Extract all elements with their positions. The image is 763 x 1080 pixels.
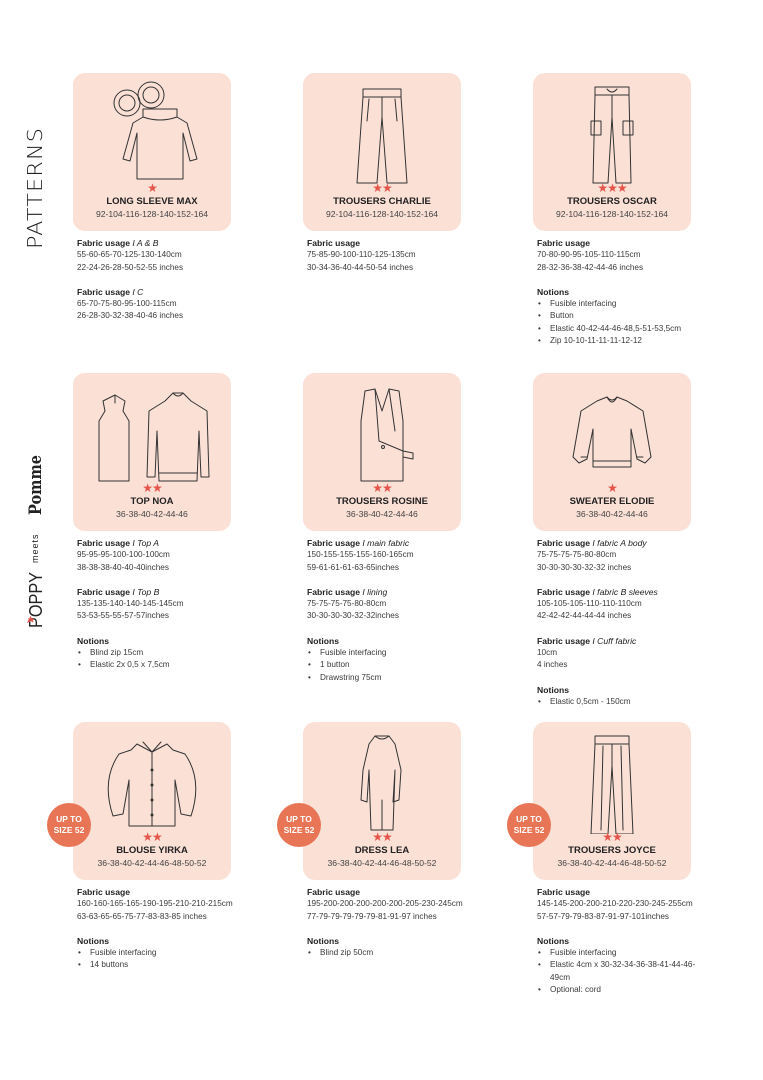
pattern-sizes: 92-104-116-128-140-152-164 [325, 209, 439, 219]
info-line: 22-24-26-28-50-52-55 inches [77, 262, 184, 272]
info-block [537, 537, 697, 574]
info-heading: Notions [77, 935, 109, 946]
pattern-card [73, 722, 231, 880]
info-heading: Fabric usage [537, 887, 591, 897]
info-block [77, 935, 237, 972]
info-block [307, 886, 467, 923]
info-heading-note: I lining [362, 586, 388, 597]
pattern-card [303, 722, 461, 880]
info-heading: Fabric usage I A & B [77, 238, 159, 248]
info-line: 28-32-36-38-42-44-46 inches [537, 262, 644, 272]
pattern-card [533, 722, 691, 880]
info-heading: Fabric usage I main fabric [307, 538, 410, 548]
pattern-info [537, 237, 697, 359]
pattern-info [537, 886, 697, 1008]
notion-item: • 1 button [320, 659, 467, 671]
notion-item: • Fusible interfacing [550, 298, 697, 310]
top-front-back-icon [73, 381, 231, 485]
difficulty-stars: ★★★ [597, 181, 627, 195]
notion-item: • Blind zip 50cm [320, 947, 467, 959]
info-line: 38-38-38-40-40-40inches [77, 562, 169, 572]
info-heading: Fabric usage I Top A [77, 538, 160, 548]
notion-item: • Fusible interfacing [550, 947, 697, 959]
info-line: 70-80-90-95-105-110-115cm [537, 250, 641, 260]
info-heading: Fabric usage I Top B [77, 586, 160, 597]
info-heading-note: I A & B [132, 238, 159, 248]
info-line: 135-135-140-140-145-145cm [77, 599, 184, 609]
notions-list [77, 647, 237, 672]
info-line: 4 inches [537, 660, 568, 670]
pattern-card [303, 73, 461, 231]
info-block [537, 586, 697, 623]
pattern-info [307, 237, 467, 286]
info-heading: Notions [537, 286, 569, 297]
sweater-icon [533, 381, 691, 485]
info-line: 59-61-61-61-63-65inches [307, 562, 399, 572]
pattern-name: BLOUSE YIRKA [116, 845, 188, 856]
notion-item: • Fusible interfacing [320, 647, 467, 659]
info-line: 53-53-55-55-57-57inches [77, 611, 169, 621]
info-line: 160-160-165-165-190-195-210-210-215cm [77, 899, 233, 909]
difficulty-stars: ★★ [372, 181, 392, 195]
info-line: 195-200-200-200-200-200-205-230-245cm [307, 899, 463, 909]
pattern-info [77, 237, 237, 335]
pattern-sizes: 36-38-40-42-44-46 [346, 509, 418, 519]
info-heading: Notions [537, 935, 569, 946]
pattern-info [307, 537, 467, 696]
info-line: 57-57-79-79-83-87-91-97-101inches [537, 911, 669, 921]
info-block [537, 237, 697, 274]
info-block [77, 537, 237, 574]
size-badge-line2: SIZE 52 [513, 825, 545, 835]
info-heading-note: I Cuff fabric [592, 635, 637, 646]
info-line: 95-95-95-100-100-100cm [77, 550, 170, 560]
pattern-info [537, 537, 697, 720]
pattern-name: TROUSERS CHARLIE [333, 196, 431, 207]
brand-pomme: Pomme [26, 450, 46, 515]
pattern-info [77, 537, 237, 684]
info-block [77, 635, 237, 672]
info-line: 105-105-105-110-110-110cm [537, 599, 642, 609]
notion-item: • Elastic 4cm x 30-32-34-36-38-41-44-46-49cm [550, 959, 697, 984]
info-line: 150-155-155-155-160-165cm [307, 550, 414, 560]
brand-logo [20, 450, 50, 630]
page-title-text: PATTERNS [23, 139, 47, 249]
info-block [307, 935, 467, 960]
info-heading: Fabric usage I C [77, 286, 144, 297]
info-heading-note: I main fabric [362, 538, 410, 548]
info-block [77, 286, 237, 323]
pattern-sizes: 36-38-40-42-44-46-48-50-52 [327, 858, 437, 868]
pattern-sizes: 92-104-116-128-140-152-164 [555, 209, 669, 219]
info-heading: Fabric usage [537, 238, 591, 248]
pattern-name: LONG SLEEVE MAX [106, 196, 198, 207]
notion-item: • Blind zip 15cm [90, 647, 237, 659]
info-block [77, 586, 237, 623]
info-line: 75-75-75-75-80-80cm [537, 550, 617, 560]
info-line: 26-28-30-32-38-40-46 inches [77, 311, 184, 321]
pattern-info [307, 886, 467, 971]
brand-meets: meets [30, 533, 40, 563]
pattern-card [533, 73, 691, 231]
info-heading: Fabric usage I fabric A body [537, 538, 647, 548]
info-heading-note: I Top B [132, 586, 160, 597]
notion-item: • Button [550, 310, 697, 322]
blouse-icon [73, 730, 231, 834]
notions-list [537, 298, 697, 347]
notion-item: • Fusible interfacing [90, 947, 237, 959]
pattern-card [73, 73, 231, 231]
turtleneck-top-icon [73, 81, 231, 185]
pattern-sizes: 36-38-40-42-44-46 [576, 509, 648, 519]
pattern-name: TROUSERS ROSINE [336, 496, 428, 507]
info-block [307, 537, 467, 574]
size-badge-line1: UP TO [286, 814, 312, 824]
pattern-name: TOP NOA [130, 496, 174, 507]
info-line: 30-34-36-40-44-50-54 inches [307, 262, 414, 272]
size-badge-line1: UP TO [516, 814, 542, 824]
info-line: 77-79-79-79-79-79-81-91-97 inches [307, 911, 437, 921]
info-block [537, 886, 697, 923]
difficulty-stars: ★ [147, 181, 157, 195]
size-badge [507, 803, 551, 847]
notions-list [307, 947, 467, 959]
brand-poppy: POPPY [26, 565, 46, 628]
wrap-vest-icon [303, 381, 461, 485]
notion-item: • Elastic 2x 0,5 x 7,5cm [90, 659, 237, 671]
info-line: 42-42-42-44-44-44 inches [537, 611, 632, 621]
info-heading: Notions [307, 635, 339, 646]
difficulty-stars: ★ [607, 481, 617, 495]
size-badge [47, 803, 91, 847]
pattern-name: SWEATER ELODIE [569, 496, 655, 507]
pattern-name: DRESS LEA [354, 845, 410, 856]
info-line: 75-85-90-100-110-125-135cm [307, 250, 416, 260]
difficulty-stars: ★★ [372, 481, 392, 495]
info-block [307, 586, 467, 623]
pattern-sizes: 36-38-40-42-44-46 [116, 509, 188, 519]
pattern-name: TROUSERS OSCAR [567, 196, 657, 207]
info-heading: Notions [537, 684, 569, 695]
notion-item: • Elastic 0,5cm - 150cm [550, 696, 697, 708]
notions-list [537, 696, 697, 708]
difficulty-stars: ★★ [142, 830, 162, 844]
page-title [23, 125, 47, 250]
notion-item: • Elastic 40-42-44-46-48,5-51-53,5cm [550, 323, 697, 335]
info-heading: Notions [77, 635, 109, 646]
info-heading: Fabric usage I lining [307, 586, 388, 597]
info-heading: Fabric usage I fabric B sleeves [537, 586, 658, 597]
info-heading: Fabric usage [77, 887, 131, 897]
pattern-card [73, 373, 231, 531]
notion-item: • 14 buttons [90, 959, 237, 971]
info-line: 30-30-30-30-32-32inches [307, 611, 399, 621]
straight-trousers-icon [533, 730, 691, 834]
info-heading: Fabric usage [307, 238, 361, 248]
info-heading-note: I C [132, 286, 144, 297]
info-heading: Notions [307, 935, 339, 946]
pattern-sizes: 36-38-40-42-44-46-48-50-52 [557, 858, 667, 868]
info-heading-note: I fabric B sleeves [592, 586, 658, 597]
info-block [537, 635, 697, 672]
info-line: 63-63-65-65-75-77-83-83-85 inches [77, 911, 207, 921]
size-badge [277, 803, 321, 847]
info-line: 10cm [537, 648, 558, 658]
difficulty-stars: ★★ [602, 830, 622, 844]
info-heading-note: I fabric A body [592, 538, 647, 548]
info-line: 65-70-75-80-95-100-115cm [77, 299, 177, 309]
notion-item: • Zip 10-10-11-11-11-12-12 [550, 335, 697, 347]
notion-item: • Drawstring 75cm [320, 672, 467, 684]
pattern-sizes: 36-38-40-42-44-46-48-50-52 [97, 858, 207, 868]
info-line: 30-30-30-30-32-32 inches [537, 562, 632, 572]
size-badge-line1: UP TO [56, 814, 82, 824]
info-heading-note: I Top A [132, 538, 160, 548]
pattern-card [533, 373, 691, 531]
size-badge-line2: SIZE 52 [283, 825, 315, 835]
notions-list [77, 947, 237, 972]
difficulty-stars: ★★ [142, 481, 162, 495]
notion-item: • Optional: cord [550, 984, 697, 996]
info-block [77, 886, 237, 923]
cargo-trousers-icon [533, 81, 691, 185]
notions-list [537, 947, 697, 996]
info-heading: Fabric usage [307, 887, 361, 897]
pattern-sizes: 92-104-116-128-140-152-164 [95, 209, 209, 219]
pattern-card [303, 373, 461, 531]
info-block [77, 237, 237, 274]
info-line: 75-75-75-75-80-80cm [307, 599, 387, 609]
info-block [307, 237, 467, 274]
info-block [537, 935, 697, 996]
info-block [537, 286, 697, 347]
pattern-name: TROUSERS JOYCE [568, 845, 656, 856]
pattern-info [77, 886, 237, 984]
info-block [307, 635, 467, 684]
dress-icon [303, 730, 461, 834]
wide-trousers-icon [303, 81, 461, 185]
notions-list [307, 647, 467, 684]
info-block [537, 684, 697, 709]
difficulty-stars: ★★ [372, 830, 392, 844]
info-line: 145-145-200-200-210-220-230-245-255cm [537, 899, 693, 909]
info-heading: Fabric usage I Cuff fabric [537, 635, 637, 646]
size-badge-line2: SIZE 52 [53, 825, 85, 835]
info-line: 55-60-65-70-125-130-140cm [77, 250, 182, 260]
